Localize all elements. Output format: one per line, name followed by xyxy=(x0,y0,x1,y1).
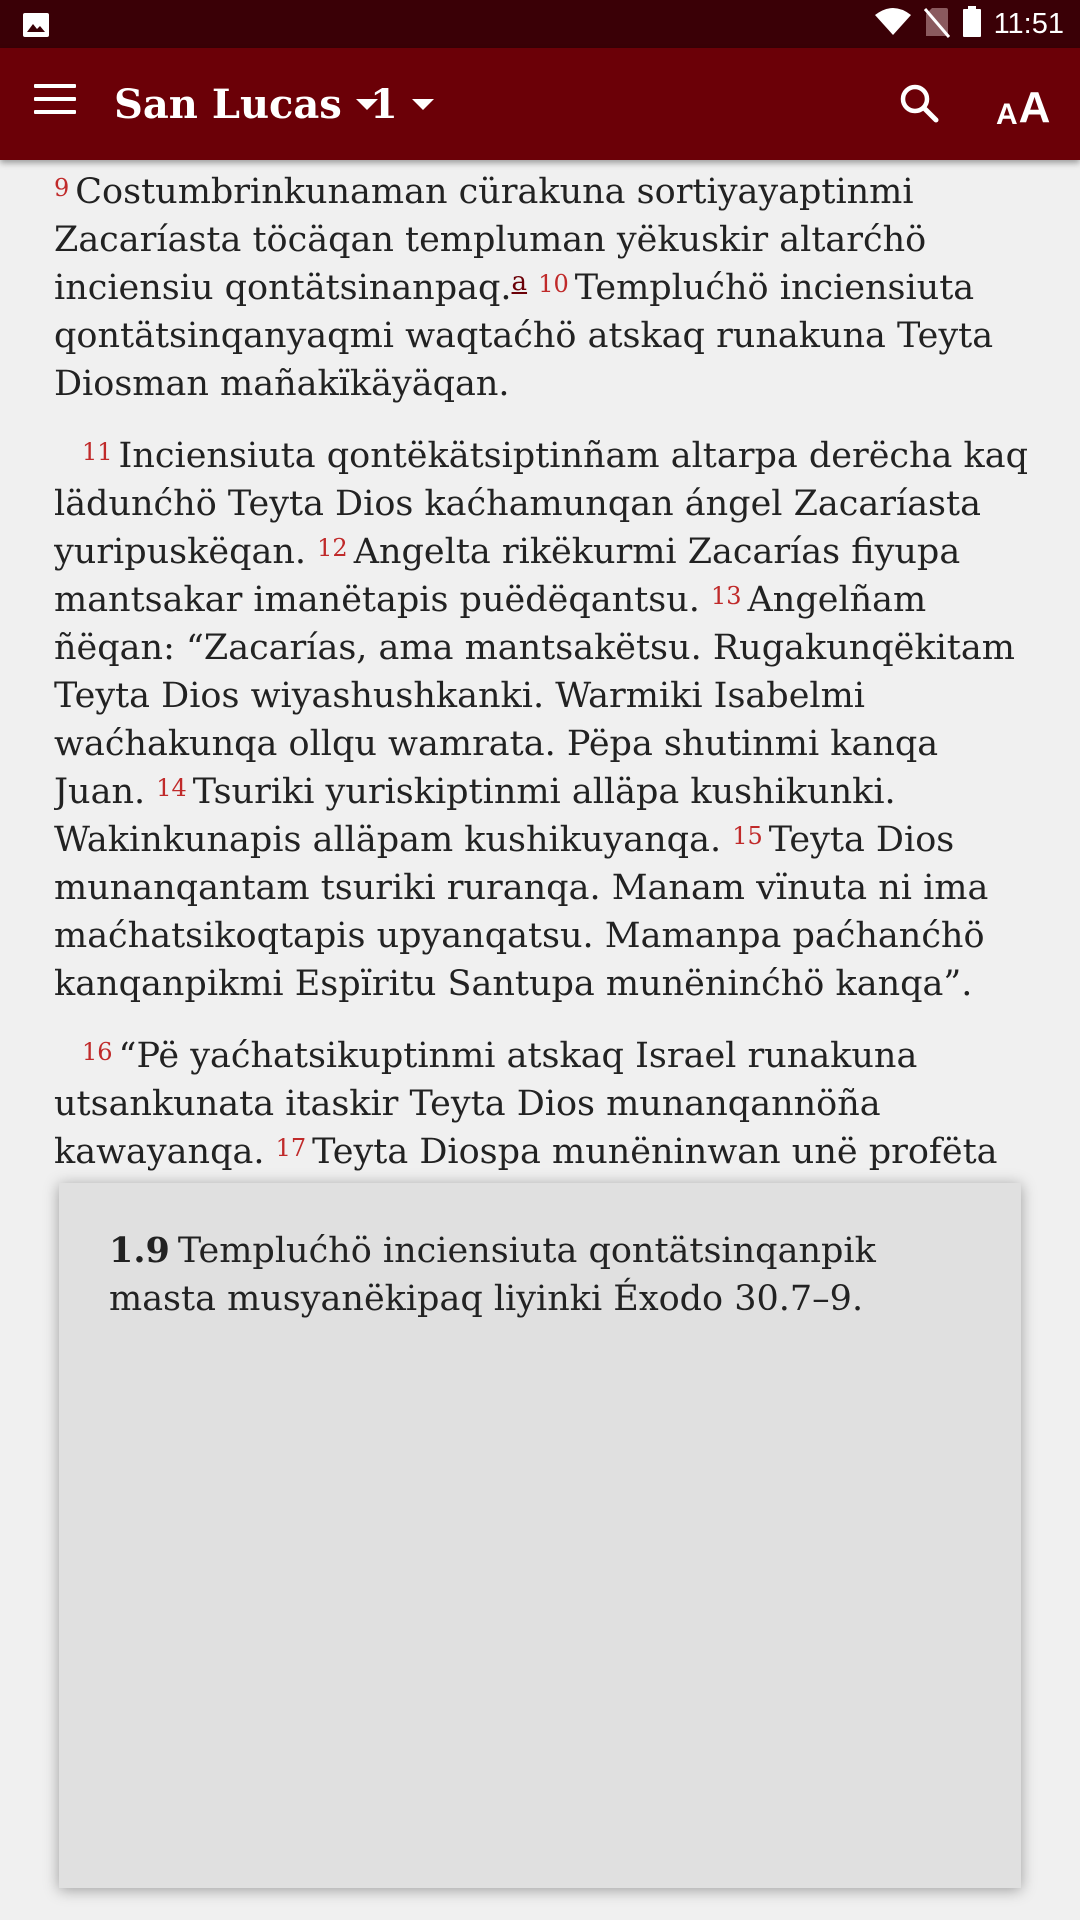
verse-number[interactable]: 12 xyxy=(317,534,348,562)
chapter-selector[interactable] xyxy=(370,76,434,132)
status-time: 11:51 xyxy=(993,7,1064,40)
verse-text: Angelñam ñëqan: “Zacarías, ama mantsakëtsu. Rugakunqëkitam Teyta Dios wiyashushkanki. Warmiki Isabelmi waćhakunqa ollqu wamrata. Pëpa shutinmi kanqa Juan. xyxy=(54,580,1015,812)
status-icons xyxy=(874,0,1064,48)
verse-number[interactable]: 9 xyxy=(54,174,70,202)
footnote-body xyxy=(109,1227,969,1323)
text-size-button[interactable] xyxy=(996,78,1050,130)
verse-text: Teyta Diospa munëninwan unë profëta xyxy=(312,1132,998,1172)
chevron-down-icon xyxy=(412,99,434,110)
verse-text: “Pë yaćhatsikuptinmi atskaq Israel runakuna utsankunata itaskir Teyta Dios munanqannöña kawayanqa. xyxy=(54,1036,918,1172)
app-bar xyxy=(0,48,1080,160)
status-bar xyxy=(0,0,1080,48)
verse-number[interactable]: 14 xyxy=(156,774,187,802)
verse-text: Templućhö inciensiuta qontätsinqanyaqmi waqtaćhö atskaq runakuna Teyta Diosman mañakïkäyäqan. xyxy=(54,268,994,404)
no-sim-icon xyxy=(924,6,950,43)
text-size-large-icon: A xyxy=(1018,83,1051,132)
verse-number[interactable]: 11 xyxy=(82,438,113,466)
chapter-number: 1 xyxy=(370,80,398,128)
footnote-popup[interactable] xyxy=(59,1183,1021,1888)
verse-number[interactable]: 10 xyxy=(538,270,569,298)
verse-text: Inciensiuta qontëkätsiptinñam altarpa derëcha kaq lädunćhö Teyta Dios kaćhamunqan ángel Zacaríasta yuripuskëqan. xyxy=(54,436,1029,572)
search-icon[interactable] xyxy=(896,80,944,128)
verse-text: Angelta rikëkurmi Zacarías fiyupa mantsakar imanëtapis puëdëqantsu. xyxy=(54,532,961,620)
paragraph xyxy=(54,432,1034,1008)
book-name: San Lucas xyxy=(114,80,342,128)
verse-text: Tsuriki yuriskiptinmi alläpa kushikunki. Wakinkunapis alläpam kushikuyanqa. xyxy=(54,772,896,860)
image-icon xyxy=(22,12,50,43)
verse-text: Costumbrinkunaman cürakuna sortiyayaptinmi Zacaríasta töcäqan templuman yëkuskir altarćhö inciensiu qontätsinanpaq. xyxy=(54,172,927,308)
paragraph xyxy=(54,168,1034,408)
battery-icon xyxy=(962,6,982,43)
verse-number[interactable]: 13 xyxy=(710,582,742,610)
book-selector[interactable] xyxy=(114,76,378,132)
footnote-reference: 1.9 xyxy=(109,1230,170,1271)
menu-icon[interactable] xyxy=(34,84,76,124)
paragraph xyxy=(54,1032,1034,1176)
verse-text: Teyta Dios munanqantam tsuriki ruranqa. Manam vïnuta ni ima maćhatsikoqtapis upyanqatsu. Mamanpa paćhanćhö kanqanpikmi Espïritu Santupa munëninćhö kanqa”. xyxy=(54,820,989,1004)
footnote-text: Templućhö inciensiuta qontätsinqanpik masta musyanëkipaq liyinki Éxodo 30.7–9. xyxy=(109,1231,876,1319)
footnote-link[interactable]: a xyxy=(511,267,528,297)
text-size-small-icon: A xyxy=(996,98,1018,131)
verse-number[interactable]: 15 xyxy=(732,822,763,850)
verse-number[interactable]: 17 xyxy=(275,1134,307,1162)
wifi-icon xyxy=(874,7,912,42)
verse-number[interactable]: 16 xyxy=(82,1038,113,1066)
